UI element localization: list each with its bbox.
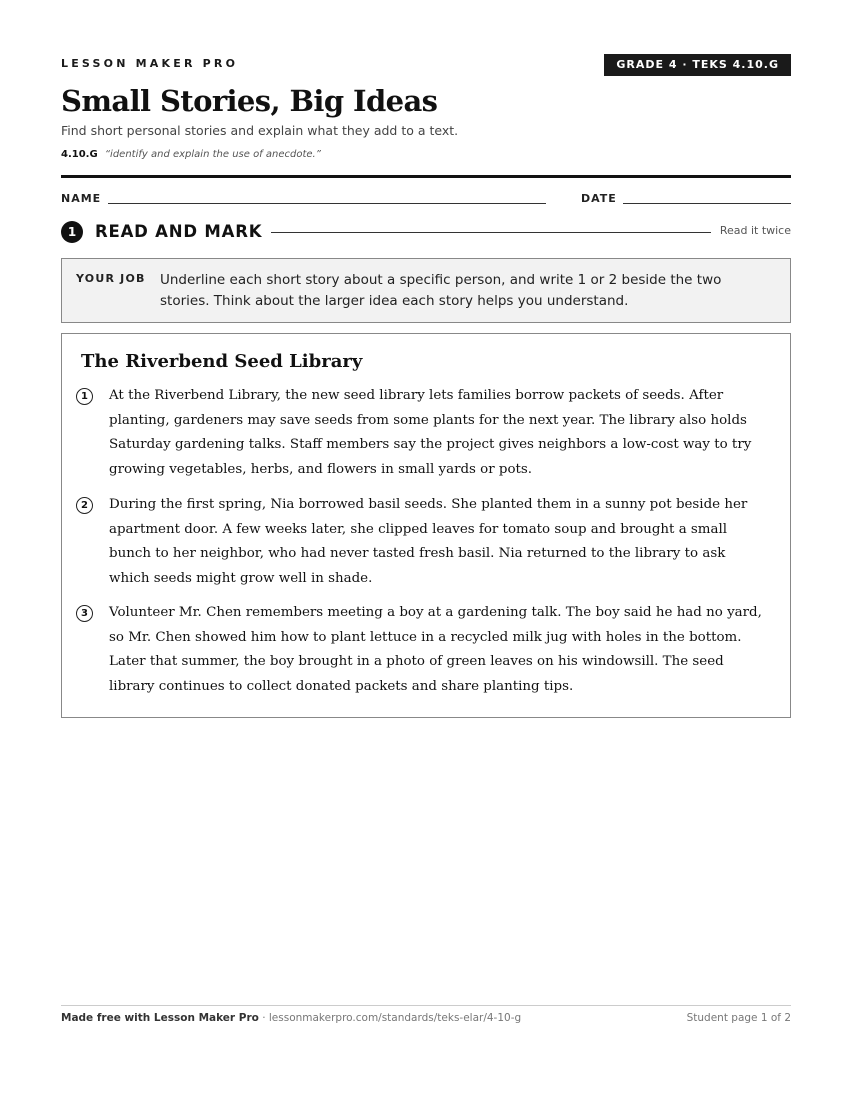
paragraph-number: 1 (76, 388, 93, 405)
passage-box (61, 333, 791, 718)
section-note: Read it twice (719, 224, 791, 237)
standard-quote: “identify and explain the use of anecdote.” (104, 149, 321, 160)
footer-made-with: Made free with Lesson Maker Pro (61, 1012, 259, 1024)
paragraph-number: 2 (76, 497, 93, 514)
section-divider (271, 232, 711, 233)
footer-credit (61, 1012, 521, 1024)
page-title: Small Stories, Big Ideas (61, 84, 438, 118)
name-label: NAME (61, 192, 102, 205)
standard-line (61, 149, 321, 160)
paragraph-text[interactable]: Volunteer Mr. Chen remembers meeting a boy at a gardening talk. The boy said he had no yard, so Mr. Chen showed him how to plant lettuce in a recycled milk jug with holes in the bottom. Later that summer, the boy brought in a photo of green leaves on his windowsill. The seed library continues to collect donated packets and share planting tips. (109, 605, 762, 694)
paragraph-text[interactable]: During the first spring, Nia borrowed basil seeds. She planted them in a sunny pot beside her apartment door. A few weeks later, she clipped leaves for tomato soup and brought a small bunch to her neighbor, who had never tasted fresh basil. Nia returned to the library to ask which seeds might grow well in shade. (109, 497, 748, 586)
footer-divider (61, 1005, 791, 1006)
passage-title: The Riverbend Seed Library (81, 351, 363, 372)
date-field[interactable] (623, 203, 791, 204)
job-instructions: Underline each short story about a specific person, and write 1 or 2 beside the two stories. Think about the larger idea each story helps you understand. (160, 272, 722, 309)
standard-code: 4.10.G (61, 149, 98, 160)
brand-name: LESSON MAKER PRO (61, 57, 239, 70)
paragraph-3 (76, 601, 776, 701)
footer-url: · lessonmakerpro.com/standards/teks-elar/4-10-g (258, 1012, 522, 1024)
paragraph-number: 3 (76, 605, 93, 622)
job-label: YOUR JOB (76, 272, 146, 285)
paragraph-1 (76, 384, 776, 484)
paragraph-2 (76, 493, 776, 593)
footer-page-label: Student page 1 of 2 (686, 1012, 791, 1024)
paragraph-text[interactable]: At the Riverbend Library, the new seed library lets families borrow packets of seeds. After planting, gardeners may save seeds from some plants for the next year. The library also holds Saturday gardening talks. Staff members say the project gives neighbors a low-cost way to try growing vegetables, herbs, and flowers in small yards or pots. (109, 388, 752, 477)
header-divider (61, 175, 791, 178)
section-title: READ AND MARK (95, 222, 263, 241)
your-job-box (61, 258, 791, 323)
grade-badge: GRADE 4 · TEKS 4.10.G (604, 54, 791, 76)
page-subtitle: Find short personal stories and explain what they add to a text. (61, 123, 459, 138)
date-label: DATE (581, 192, 617, 205)
section-number-badge: 1 (61, 221, 83, 243)
name-field[interactable] (108, 203, 546, 204)
worksheet-page (61, 0, 791, 1100)
